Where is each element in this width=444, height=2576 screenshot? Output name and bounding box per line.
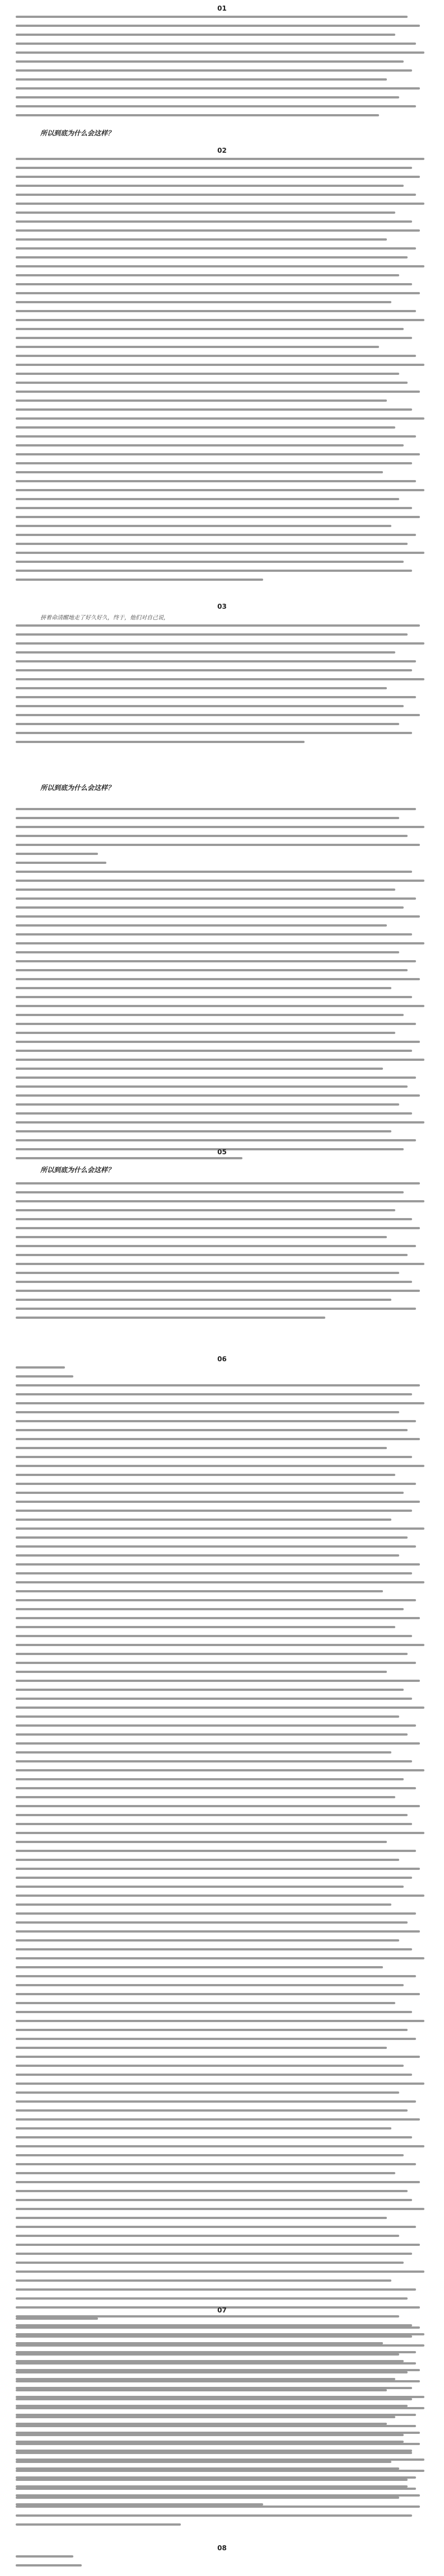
section-05: [0, 1147, 444, 1325]
paragraph-block: [16, 2318, 428, 2530]
section-question: 所以到底为什么会这样？: [40, 784, 115, 792]
pull-quote: 拼着命清醒地走了好久好久，终于，他们对自己说，: [40, 615, 169, 621]
question-block: [0, 775, 444, 800]
section-number: 01: [217, 4, 227, 12]
paragraph-block: [16, 808, 428, 1164]
section-04: [0, 806, 444, 1165]
section-number: 07: [217, 2306, 227, 2314]
section-03: [0, 601, 444, 749]
section-number: 05: [217, 1148, 227, 1156]
section-02: [0, 120, 444, 587]
section-number: 03: [217, 603, 227, 610]
section-number: 08: [217, 2544, 227, 2552]
section-number: 06: [217, 1355, 227, 1363]
section-01: [0, 3, 444, 123]
paragraph-block: [16, 2555, 428, 2571]
section-question: 所以到底为什么会这样？: [40, 129, 115, 137]
paragraph-block: [16, 158, 428, 585]
section-08: [0, 2543, 444, 2573]
section-question: 所以到底为什么会这样？: [40, 1166, 115, 1174]
section-number: 02: [217, 147, 227, 154]
paragraph-block: [16, 16, 428, 121]
paragraph-block: [16, 1182, 428, 1323]
paragraph-block: [16, 624, 428, 748]
section-07: [0, 2305, 444, 2532]
